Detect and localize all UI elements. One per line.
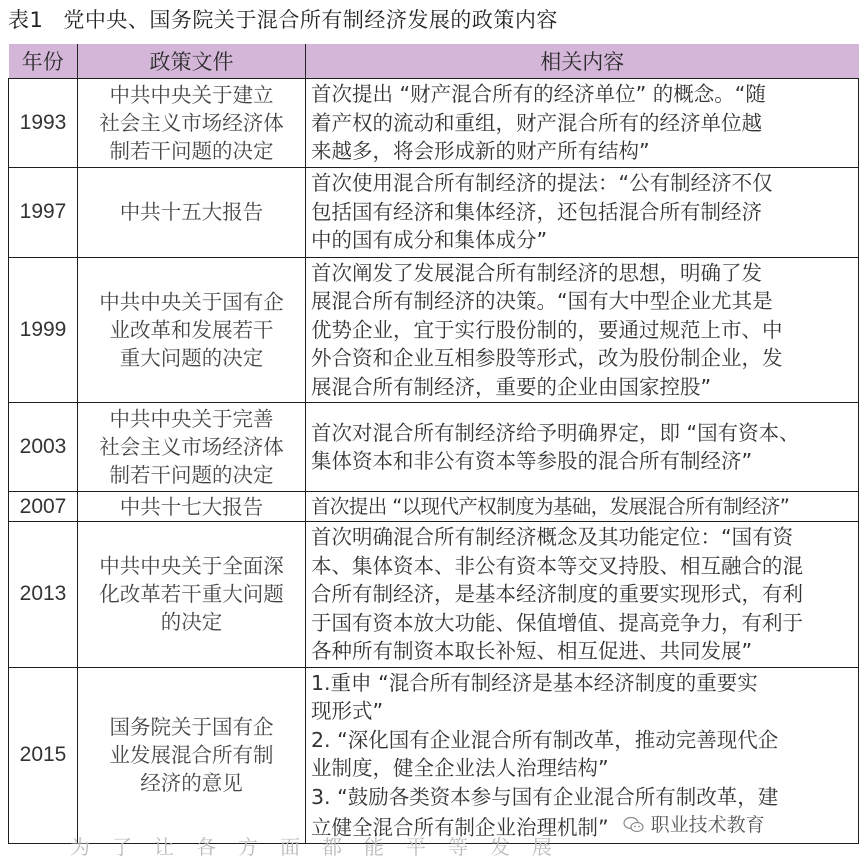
policy-table: [8, 44, 859, 844]
year-cell: 2003: [9, 403, 78, 492]
header-year: 年份: [9, 44, 78, 79]
content-line: 各种所有制资本取长补短、相互促进、共同发展”: [311, 639, 753, 663]
document-cell: [78, 79, 306, 168]
content-line: 首次明确混合所有制经济概念及其功能定位：“国有资: [311, 525, 794, 549]
table-number: 表1: [8, 8, 44, 32]
content-cell: [306, 403, 859, 492]
content-line: 展混合所有制经济的决策。“国有大中型企业尤其是: [311, 289, 773, 313]
document-cell: [78, 257, 306, 403]
document-line: 中共中央关于建立: [109, 82, 274, 107]
table-header-row: [9, 44, 859, 79]
content-line: 来越多，将会形成新的财产所有结构”: [311, 139, 650, 163]
document-cell: [78, 403, 306, 492]
document-cell: [78, 667, 306, 843]
table-row: [9, 79, 859, 168]
document-line: 化改革若干重大问题: [99, 582, 284, 607]
year-cell: 1997: [9, 167, 78, 257]
year-cell: 2015: [9, 667, 78, 843]
content-line: 包括国有经济和集体经济，还包括混合所有制经济: [311, 199, 762, 224]
table-caption: [8, 4, 558, 34]
content-line: 外合资和企业互相参股等形式，改为股份制企业，发: [311, 346, 783, 370]
table-row: [9, 492, 859, 522]
document-line: 社会主义市场经济体: [99, 435, 284, 459]
document-line: 业发展混合所有制: [109, 743, 274, 768]
content-cell: [306, 79, 859, 168]
year-cell: 2013: [9, 522, 78, 668]
table-row: [9, 522, 859, 668]
content-line: 1.重申 “混合所有制经济是基本经济制度的重要实: [311, 670, 758, 695]
content-line: 展混合所有制经济，重要的企业由国家控股”: [311, 374, 712, 399]
year-cell: 1993: [9, 79, 78, 168]
content-line: 于国有资本放大功能、保值增值、提高竞争力，有利于: [311, 610, 803, 635]
document-cell: [78, 522, 306, 668]
content-line: 首次提出 “财产混合所有的经济单位” 的概念。“随: [311, 82, 766, 106]
document-line: 国务院关于国有企: [109, 715, 274, 740]
content-line: 首次阐发了发展混合所有制经济的思想，明确了发: [311, 260, 762, 285]
document-line: 制若干问题的决定: [109, 463, 274, 487]
document-line: 经济的意见: [140, 771, 243, 796]
content-line: 本、集体资本、非公有资本等交叉持股、相互融合的混: [311, 553, 803, 578]
header-content: 相关内容: [306, 44, 859, 79]
content-line: 2. “深化国有企业混合所有制改革，推动完善现代企: [311, 727, 779, 752]
content-line: 首次提出 “以现代产权制度为基础，发展混合所有制经济”: [311, 494, 790, 518]
next-paragraph-fragment: 为了让各方面都能平等发展: [70, 835, 574, 859]
document-cell: [78, 492, 306, 522]
content-line-text: 立健全混合所有制企业治理机制”: [311, 815, 609, 840]
document-line: 中共十七大报告: [119, 494, 264, 519]
year-cell: 1999: [9, 257, 78, 403]
content-cell: [306, 257, 859, 403]
document-line: 中共中央关于全面深: [99, 554, 284, 579]
table-row: [9, 167, 859, 257]
content-line: 首次使用混合所有制经济的提法：“公有制经济不仅: [311, 171, 773, 196]
table-row: [9, 257, 859, 403]
document-line: 的决定: [160, 610, 223, 635]
year-cell: 2007: [9, 492, 78, 522]
content-line: 3. “鼓励各类资本参与国有企业混合所有制改革，建: [311, 784, 779, 809]
content-line: 业制度，健全企业法人治理结构”: [311, 756, 609, 780]
table-row: [9, 403, 859, 492]
document-line: 中共中央关于完善: [109, 407, 274, 431]
content-line: 首次对混合所有制经济给予明确界定，即 “国有资本、: [311, 420, 800, 445]
content-line: 着产权的流动和重组，财产混合所有的经济单位越: [311, 110, 762, 135]
document-line: 社会主义市场经济体: [99, 110, 284, 135]
header-document: 政策文件: [78, 44, 306, 79]
document-cell: [78, 167, 306, 257]
content-cell: [306, 167, 859, 257]
watermark-text: 职业技术教育: [650, 814, 765, 836]
document-line: 重大问题的决定: [119, 345, 264, 370]
table-title: 党中央、国务院关于混合所有制经济发展的政策内容: [63, 8, 558, 32]
content-line: 集体资本和非公有资本等参股的混合所有制经济”: [311, 449, 753, 473]
table-row: [9, 667, 859, 843]
watermark: [623, 811, 765, 840]
document-line: 中共十五大报告: [119, 200, 264, 224]
content-cell: [306, 522, 859, 668]
content-cell: [306, 667, 859, 843]
document-line: 中共中央关于国有企: [99, 289, 284, 314]
content-line: 现形式”: [311, 699, 384, 723]
content-line: 优势企业，宜于实行股份制的，要通过规范上市、中: [311, 317, 783, 342]
content-line: 中的国有成分和集体成分”: [311, 228, 548, 253]
content-cell: [306, 492, 859, 522]
wechat-icon: [623, 816, 645, 834]
content-line: 合所有制经济，是基本经济制度的重要实现形式，有利: [311, 582, 803, 606]
document-line: 制若干问题的决定: [109, 138, 274, 163]
document-line: 业改革和发展若干: [109, 317, 274, 342]
